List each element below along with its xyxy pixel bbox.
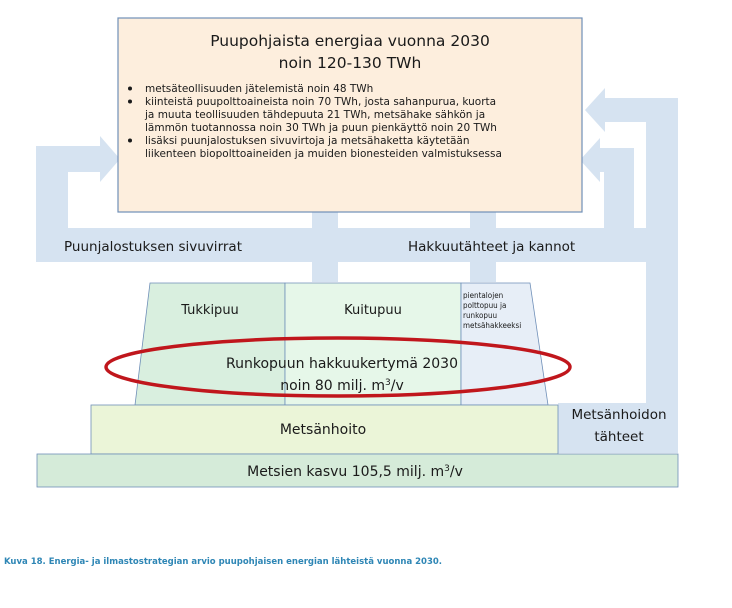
kuitupuu-label: Kuitupuu xyxy=(344,303,402,318)
summary-subtitle: noin 120-130 TWh xyxy=(278,54,422,72)
right-outer-flow-bend xyxy=(605,98,678,122)
residue-label-line2: tähteet xyxy=(594,429,644,445)
bullet-line: lisäksi puunjalostuksen sivuvirtoja ja metsähaketta käytetään xyxy=(145,135,470,147)
bullet-dot xyxy=(128,139,132,143)
harvest-label-line1: Runkopuun hakkuukertymä 2030 xyxy=(225,356,459,372)
right-inner-flow-bend xyxy=(600,148,634,172)
small-wood-label-1: pientalojen xyxy=(463,291,504,300)
tukkipuu-label: Tukkipuu xyxy=(181,303,239,318)
small-wood-label-2: polttopuu ja xyxy=(463,301,507,310)
right-flow-label: Hakkuutähteet ja kannot xyxy=(408,239,576,255)
small-wood-label-4: metsähakkeeksi xyxy=(463,321,522,330)
harvest-label-line2: noin 80 milj. $m^3/v$ xyxy=(280,378,404,394)
residue-label-line1: Metsänhoidon xyxy=(571,407,667,423)
summary-title: Puupohjaista energiaa vuonna 2030 xyxy=(210,32,490,50)
small-wood-label-3: runkopuu xyxy=(463,311,498,320)
bullet-line: lämmön tuotannossa noin 30 TWh ja puun pienkäyttö noin 20 TWh xyxy=(145,122,497,134)
left-flow-arrowhead xyxy=(100,136,120,182)
bullet-dot xyxy=(128,87,132,91)
bullet-line: metsäteollisuuden jätelemistä noin 48 TWh xyxy=(145,83,374,95)
right-outer-flow-arrowhead xyxy=(585,88,605,132)
figure-caption: Kuva 18. Energia- ja ilmastostrategian arvio puupohjaisen energian lähteistä vuonna 2030. xyxy=(4,557,443,567)
bullet-line: liikenteen biopolttoaineiden ja muiden bionesteiden valmistuksessa xyxy=(145,148,502,160)
bullet-dot xyxy=(128,100,132,104)
bullet-line: kiinteistä puupolttoaineista noin 70 TWh, josta sahanpurua, kuorta xyxy=(145,96,497,108)
left-flow-bend xyxy=(36,146,100,172)
center-flow-stem xyxy=(312,212,338,282)
left-flow-label: Puunjalostuksen sivuvirrat xyxy=(64,239,242,255)
metsanhoito-label: Metsänhoito xyxy=(279,422,367,438)
forest-growth-label: Metsien kasvu 105,5 milj. $m^3/v$ xyxy=(247,464,463,480)
right-inner-flow-arrowhead xyxy=(580,138,600,182)
right-outer-flow-stem xyxy=(646,98,678,448)
bullet-line: ja muuta teollisuuden tähdepuuta 21 TWh, metsähake sähkön ja xyxy=(145,109,486,121)
